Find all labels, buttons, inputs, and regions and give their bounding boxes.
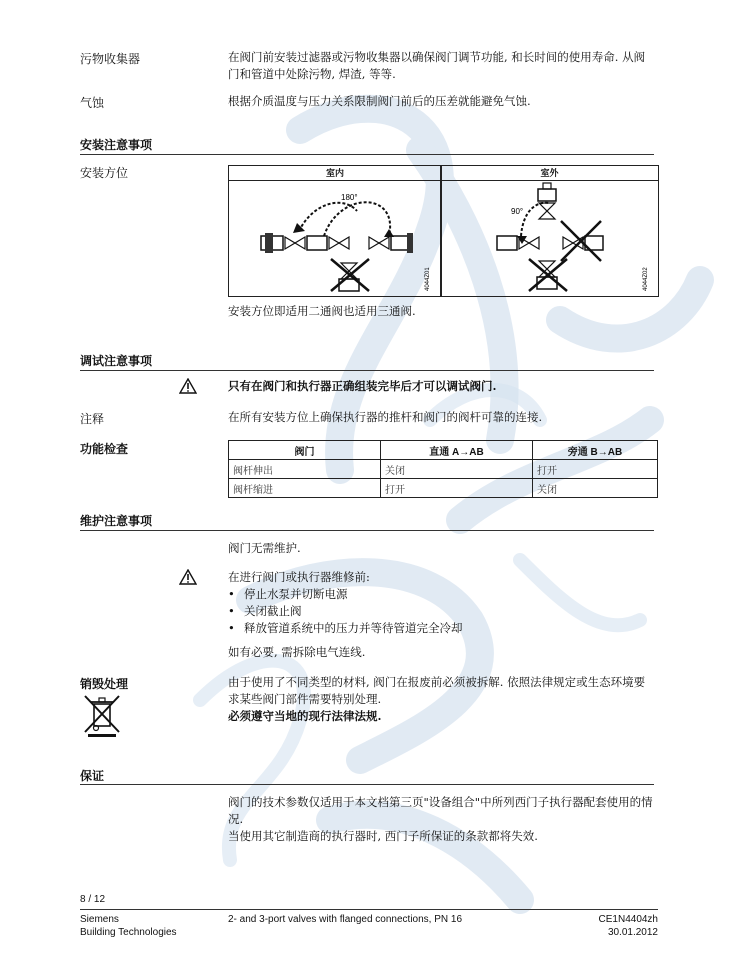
function-check-table [228,440,658,498]
dirt-collector-line1: 在阀门前安装过滤器或污物收集器以确保阀门调节功能, 和长时间的使用寿命. 从阀 [228,50,646,64]
warning-icon [179,569,197,585]
warranty-text [228,794,658,845]
table-cell: 打开 [381,479,533,498]
warranty-line1: 阀门的技术参数仅适用于本文档第三页"设备组合"中所列西门子执行器配套使用的情 [228,795,653,809]
table-header-valve: 阀门 [229,441,381,460]
footer-company [80,913,177,939]
table-row [229,460,658,479]
table-header-straight: 直通 A→AB [381,441,533,460]
list-item: • 释放管道系统中的压力并等待管道完全冷却 [228,620,658,637]
disposal-text [228,674,658,725]
disposal-label: 销毁处理 [80,677,129,691]
maintenance-rule [80,530,654,531]
footer-date: 30.01.2012 [607,927,658,938]
maintenance-after: 如有必要, 需拆除电气连线. [228,645,366,659]
table-cell: 关闭 [533,479,658,498]
dirt-collector-line2: 门和管道中处除污物, 焊渣, 等等. [228,67,396,81]
orientation-label: 安装方位 [80,166,129,180]
recycle-bin-icon [82,692,120,738]
table-cell: 阀杆缩进 [229,479,381,498]
outdoor-figure-code: 4044Z02 [643,267,649,291]
table-cell: 打开 [533,460,658,479]
table-header-bypass: 旁通 B→AB [533,441,658,460]
indoor-valve-illustration [229,181,441,296]
outdoor-diagram [440,165,659,297]
cavitation-text: 根据介质温度与压力关系限制阀门前后的压差就能避免气蚀. [228,94,531,108]
warranty-line2: 况. [228,812,244,826]
maintenance-bullet-list [228,586,658,637]
indoor-diagram-title: 室内 [229,166,441,181]
list-item: • 关闭截止阀 [228,603,658,620]
footer-document-title: 2- and 3-port valves with flanged connections, PN 16 [228,914,463,925]
orientation-note: 安装方位即适用二通阀也适用三通阀. [228,304,416,318]
cavitation-label: 气蚀 [80,96,105,110]
warning-icon [179,378,197,394]
warranty-rule [80,784,654,785]
note-label: 注释 [80,412,105,426]
indoor-angle-label: 180° [341,193,358,202]
commissioning-warning: 只有在阀门和执行器正确组装完毕后才可以调试阀门. [228,379,497,393]
outdoor-angle-label: 90° [511,207,524,216]
footer-company-division: Building Technologies [80,927,177,938]
disposal-line3: 必须遵守当地的现行法律法规. [228,709,382,723]
footer-rule [80,909,658,910]
indoor-diagram [228,165,442,297]
indoor-figure-code: 4044Z01 [425,267,431,291]
disposal-line2: 求某些阀门部件需要特别处理. [228,692,382,706]
maintenance-before: 在进行阀门或执行器维修前: [228,570,370,584]
dirt-collector-text [228,49,658,83]
footer-doc-id: CE1N4404zh [598,914,658,925]
install-heading: 安装注意事项 [80,138,153,152]
table-row [229,479,658,498]
warranty-heading: 保证 [80,769,105,783]
maintenance-procedure [228,569,658,661]
install-rule [80,154,654,155]
list-item: • 停止水泵并切断电源 [228,586,658,603]
footer-doc-info [540,913,658,939]
maintenance-line1: 阀门无需维护. [228,541,301,555]
commissioning-heading: 调试注意事项 [80,354,153,368]
table-header-row [229,441,658,460]
function-check-label: 功能检查 [80,442,129,456]
table-cell: 关闭 [381,460,533,479]
note-text: 在所有安装方位上确保执行器的推杆和阀门的阀杆可靠的连接. [228,410,543,424]
dirt-collector-label: 污物收集器 [80,52,141,66]
page-number: 8 / 12 [80,894,106,905]
warranty-line3: 当使用其它制造商的执行器时, 西门子所保证的条款都将失效. [228,829,538,843]
commissioning-rule [80,370,654,371]
footer-company-name: Siemens [80,914,119,925]
outdoor-valve-illustration [441,181,658,296]
outdoor-diagram-title: 室外 [441,166,658,181]
maintenance-heading: 维护注意事项 [80,514,153,528]
disposal-line1: 由于使用了不同类型的材料, 阀门在报废前必须被拆解. 依照法律规定或生态环境要 [228,675,646,689]
table-cell: 阀杆伸出 [229,460,381,479]
